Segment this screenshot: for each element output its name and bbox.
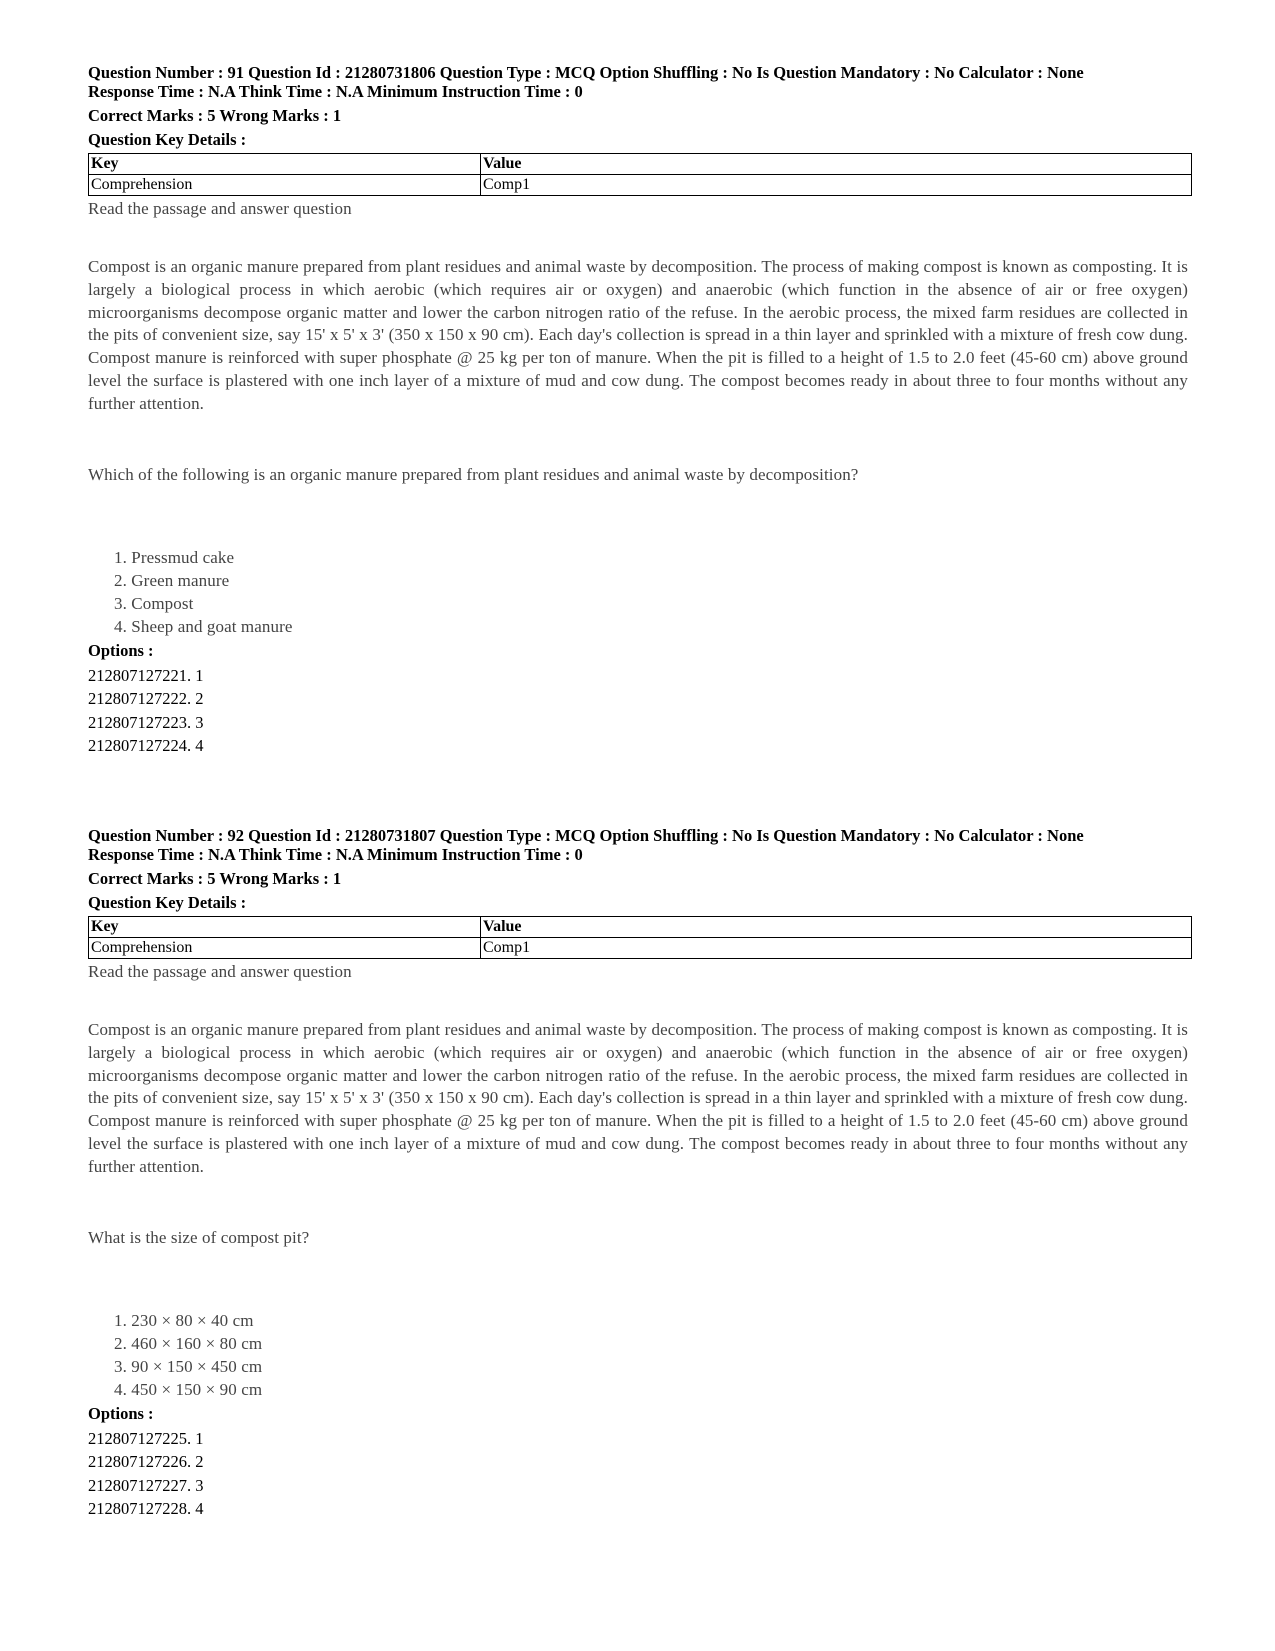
choice-item: 2. Green manure xyxy=(114,570,230,590)
choice-item: 1. 230 × 80 × 40 cm xyxy=(114,1310,254,1330)
choice-item: 4. Sheep and goat manure xyxy=(114,616,293,636)
passage-text: Compost is an organic manure prepared from plant residues and animal waste by decomposition. The process of making compost is known as composting. It is largely a biological process in which aerobic (which requires air or oxygen) and anaerobic (which function in the absence of air or free oxygen) microorganisms decompose organic matter and lower the carbon nitrogen ratio of the refuse. In the aerobic process, the mixed farm residues are collected in the pits of convenient size, say 15' x 5' x 3' (350 x 150 x 90 cm). Each day's collection is spread in a thin layer and sprinkled with a mixture of fresh cow dung. Compost manure is reinforced with super phosphate @ 25 kg per ton of manure. When the pit is filled to a height of 1.5 to 2.0 feet (45-60 cm) above ground level the surface is plastered with one inch layer of a mixture of mud and cow dung. The compost becomes ready in about three to four months without any further attention. xyxy=(88,1020,1188,1176)
question-header-line1: Question Number : 92 Question Id : 21280731807 Question Type : MCQ Option Shuffling : No Is Question Mandatory : No Calculator : None xyxy=(88,826,1084,845)
table-row xyxy=(89,175,1192,196)
question-text: What is the size of compost pit? xyxy=(88,1227,310,1247)
choice-item: 3. Compost xyxy=(114,593,194,613)
option-item: 212807127224. 4 xyxy=(88,736,204,756)
choice-item: 1. Pressmud cake xyxy=(114,547,235,567)
options-list xyxy=(88,1427,1188,1521)
options-label: Options : xyxy=(88,1403,154,1423)
choice-item: 2. 460 × 160 × 80 cm xyxy=(114,1333,263,1353)
table-row xyxy=(89,938,1192,959)
marks-line: Correct Marks : 5 Wrong Marks : 1 xyxy=(88,106,342,125)
table-header-value: Value xyxy=(481,154,1192,175)
key-details-label: Question Key Details : xyxy=(88,130,247,149)
marks-line: Correct Marks : 5 Wrong Marks : 1 xyxy=(88,869,342,888)
key-value-table xyxy=(88,153,1192,196)
table-header-row xyxy=(89,154,1192,175)
option-item: 212807127227. 3 xyxy=(88,1475,204,1495)
option-item: 212807127226. 2 xyxy=(88,1452,204,1472)
question-block-92 xyxy=(88,826,1188,1521)
instruction-text: Read the passage and answer question xyxy=(88,199,352,218)
option-item: 212807127221. 1 xyxy=(88,665,204,685)
options-label: Options : xyxy=(88,640,154,660)
table-header-row xyxy=(89,917,1192,938)
table-header-value: Value xyxy=(481,917,1192,938)
choice-item: 3. 90 × 150 × 450 cm xyxy=(114,1356,263,1376)
question-block-91 xyxy=(88,63,1188,758)
key-value-table xyxy=(88,916,1192,959)
choice-item: 4. 450 × 150 × 90 cm xyxy=(114,1379,263,1399)
instruction-text: Read the passage and answer question xyxy=(88,962,352,981)
table-cell-key: Comprehension xyxy=(89,938,481,959)
question-header-line2: Response Time : N.A Think Time : N.A Minimum Instruction Time : 0 xyxy=(88,82,583,101)
options-list xyxy=(88,664,1188,758)
option-item: 212807127222. 2 xyxy=(88,689,204,709)
question-header-line2: Response Time : N.A Think Time : N.A Minimum Instruction Time : 0 xyxy=(88,845,583,864)
option-item: 212807127228. 4 xyxy=(88,1499,204,1519)
table-cell-value: Comp1 xyxy=(481,175,1192,196)
answer-choices xyxy=(114,546,1188,638)
answer-choices xyxy=(114,1309,1188,1401)
table-header-key: Key xyxy=(89,917,481,938)
question-text: Which of the following is an organic manure prepared from plant residues and animal waste by decomposition? xyxy=(88,464,859,484)
question-header-line1: Question Number : 91 Question Id : 21280731806 Question Type : MCQ Option Shuffling : No Is Question Mandatory : No Calculator : None xyxy=(88,63,1084,82)
option-item: 212807127225. 1 xyxy=(88,1428,204,1448)
key-details-label: Question Key Details : xyxy=(88,893,247,912)
table-header-key: Key xyxy=(89,154,481,175)
table-cell-key: Comprehension xyxy=(89,175,481,196)
option-item: 212807127223. 3 xyxy=(88,712,204,732)
passage-text: Compost is an organic manure prepared from plant residues and animal waste by decomposition. The process of making compost is known as composting. It is largely a biological process in which aerobic (which requires air or oxygen) and anaerobic (which function in the absence of air or free oxygen) microorganisms decompose organic matter and lower the carbon nitrogen ratio of the refuse. In the aerobic process, the mixed farm residues are collected in the pits of convenient size, say 15' x 5' x 3' (350 x 150 x 90 cm). Each day's collection is spread in a thin layer and sprinkled with a mixture of fresh cow dung. Compost manure is reinforced with super phosphate @ 25 kg per ton of manure. When the pit is filled to a height of 1.5 to 2.0 feet (45-60 cm) above ground level the surface is plastered with one inch layer of a mixture of mud and cow dung. The compost becomes ready in about three to four months without any further attention. xyxy=(88,257,1188,413)
table-cell-value: Comp1 xyxy=(481,938,1192,959)
